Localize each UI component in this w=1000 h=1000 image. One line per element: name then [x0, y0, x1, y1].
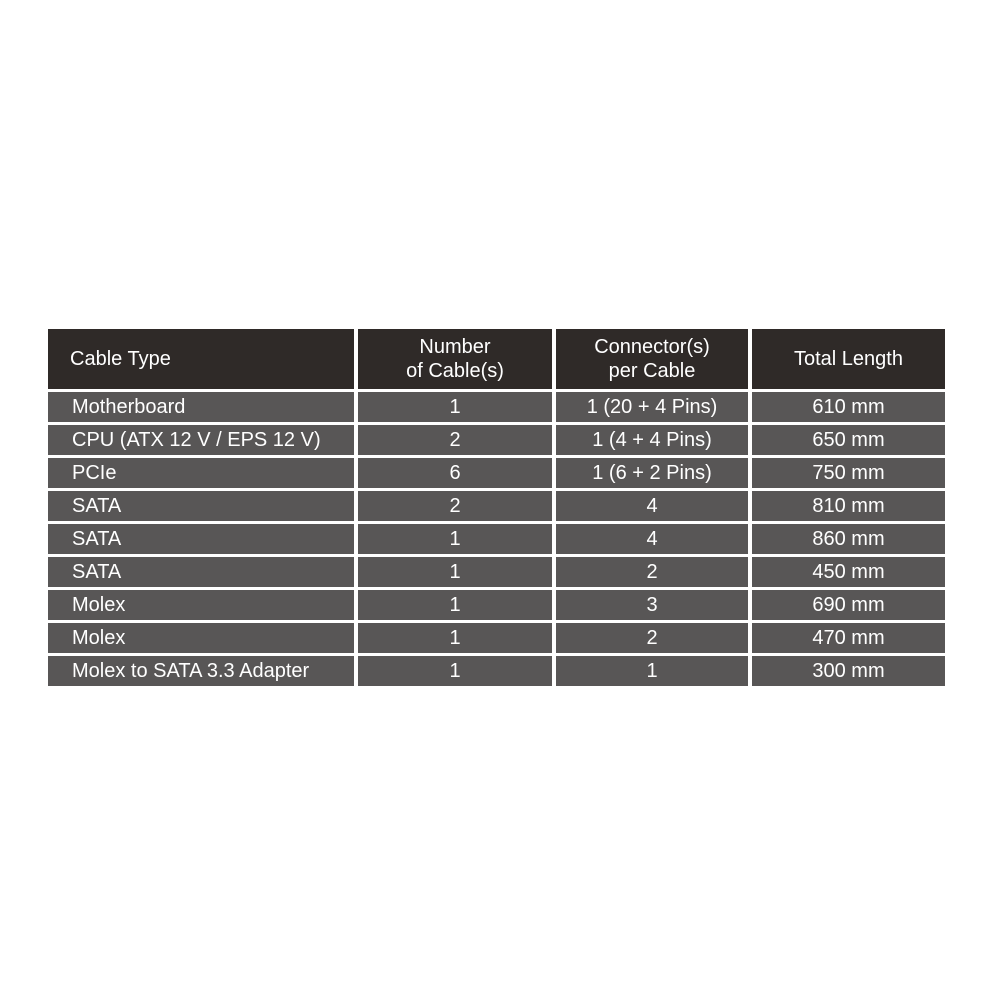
cell-cable-type: Molex [48, 590, 354, 620]
table-row [48, 557, 945, 587]
header-total-length: Total Length [752, 329, 945, 389]
cell-total-length: 450 mm [752, 557, 945, 587]
cell-number-of-cables: 2 [358, 491, 552, 521]
cell-connectors-per-cable: 4 [556, 491, 748, 521]
cell-cable-type: PCIe [48, 458, 354, 488]
cell-total-length: 650 mm [752, 425, 945, 455]
cell-total-length: 470 mm [752, 623, 945, 653]
cell-number-of-cables: 1 [358, 392, 552, 422]
cell-connectors-per-cable: 1 [556, 656, 748, 686]
cell-cable-type: SATA [48, 491, 354, 521]
cell-connectors-per-cable: 4 [556, 524, 748, 554]
cell-total-length: 860 mm [752, 524, 945, 554]
cell-total-length: 750 mm [752, 458, 945, 488]
cell-connectors-per-cable: 2 [556, 557, 748, 587]
cell-number-of-cables: 6 [358, 458, 552, 488]
cell-number-of-cables: 1 [358, 524, 552, 554]
table-row [48, 458, 945, 488]
cell-connectors-per-cable: 2 [556, 623, 748, 653]
table-row [48, 491, 945, 521]
cell-total-length: 810 mm [752, 491, 945, 521]
cell-total-length: 300 mm [752, 656, 945, 686]
cell-total-length: 690 mm [752, 590, 945, 620]
cell-cable-type: SATA [48, 557, 354, 587]
header-connectors-per-cable: Connector(s) per Cable [556, 329, 748, 389]
table-row [48, 656, 945, 686]
cell-number-of-cables: 1 [358, 656, 552, 686]
header-number-of-cables: Number of Cable(s) [358, 329, 552, 389]
header-cable-type: Cable Type [48, 329, 354, 389]
table-row [48, 524, 945, 554]
cell-total-length: 610 mm [752, 392, 945, 422]
cell-number-of-cables: 1 [358, 590, 552, 620]
cell-connectors-per-cable: 1 (20 + 4 Pins) [556, 392, 748, 422]
cell-number-of-cables: 2 [358, 425, 552, 455]
cell-connectors-per-cable: 1 (4 + 4 Pins) [556, 425, 748, 455]
cell-cable-type: CPU (ATX 12 V / EPS 12 V) [48, 425, 354, 455]
cell-connectors-per-cable: 3 [556, 590, 748, 620]
cell-number-of-cables: 1 [358, 623, 552, 653]
cell-cable-type: Molex [48, 623, 354, 653]
table-body [48, 392, 945, 686]
cell-number-of-cables: 1 [358, 557, 552, 587]
table-row [48, 623, 945, 653]
table-header-row [48, 329, 945, 389]
cell-connectors-per-cable: 1 (6 + 2 Pins) [556, 458, 748, 488]
cell-cable-type: SATA [48, 524, 354, 554]
table-row [48, 590, 945, 620]
table-row [48, 425, 945, 455]
cell-cable-type: Molex to SATA 3.3 Adapter [48, 656, 354, 686]
cell-cable-type: Motherboard [48, 392, 354, 422]
cable-spec-table [44, 326, 949, 689]
table-row [48, 392, 945, 422]
